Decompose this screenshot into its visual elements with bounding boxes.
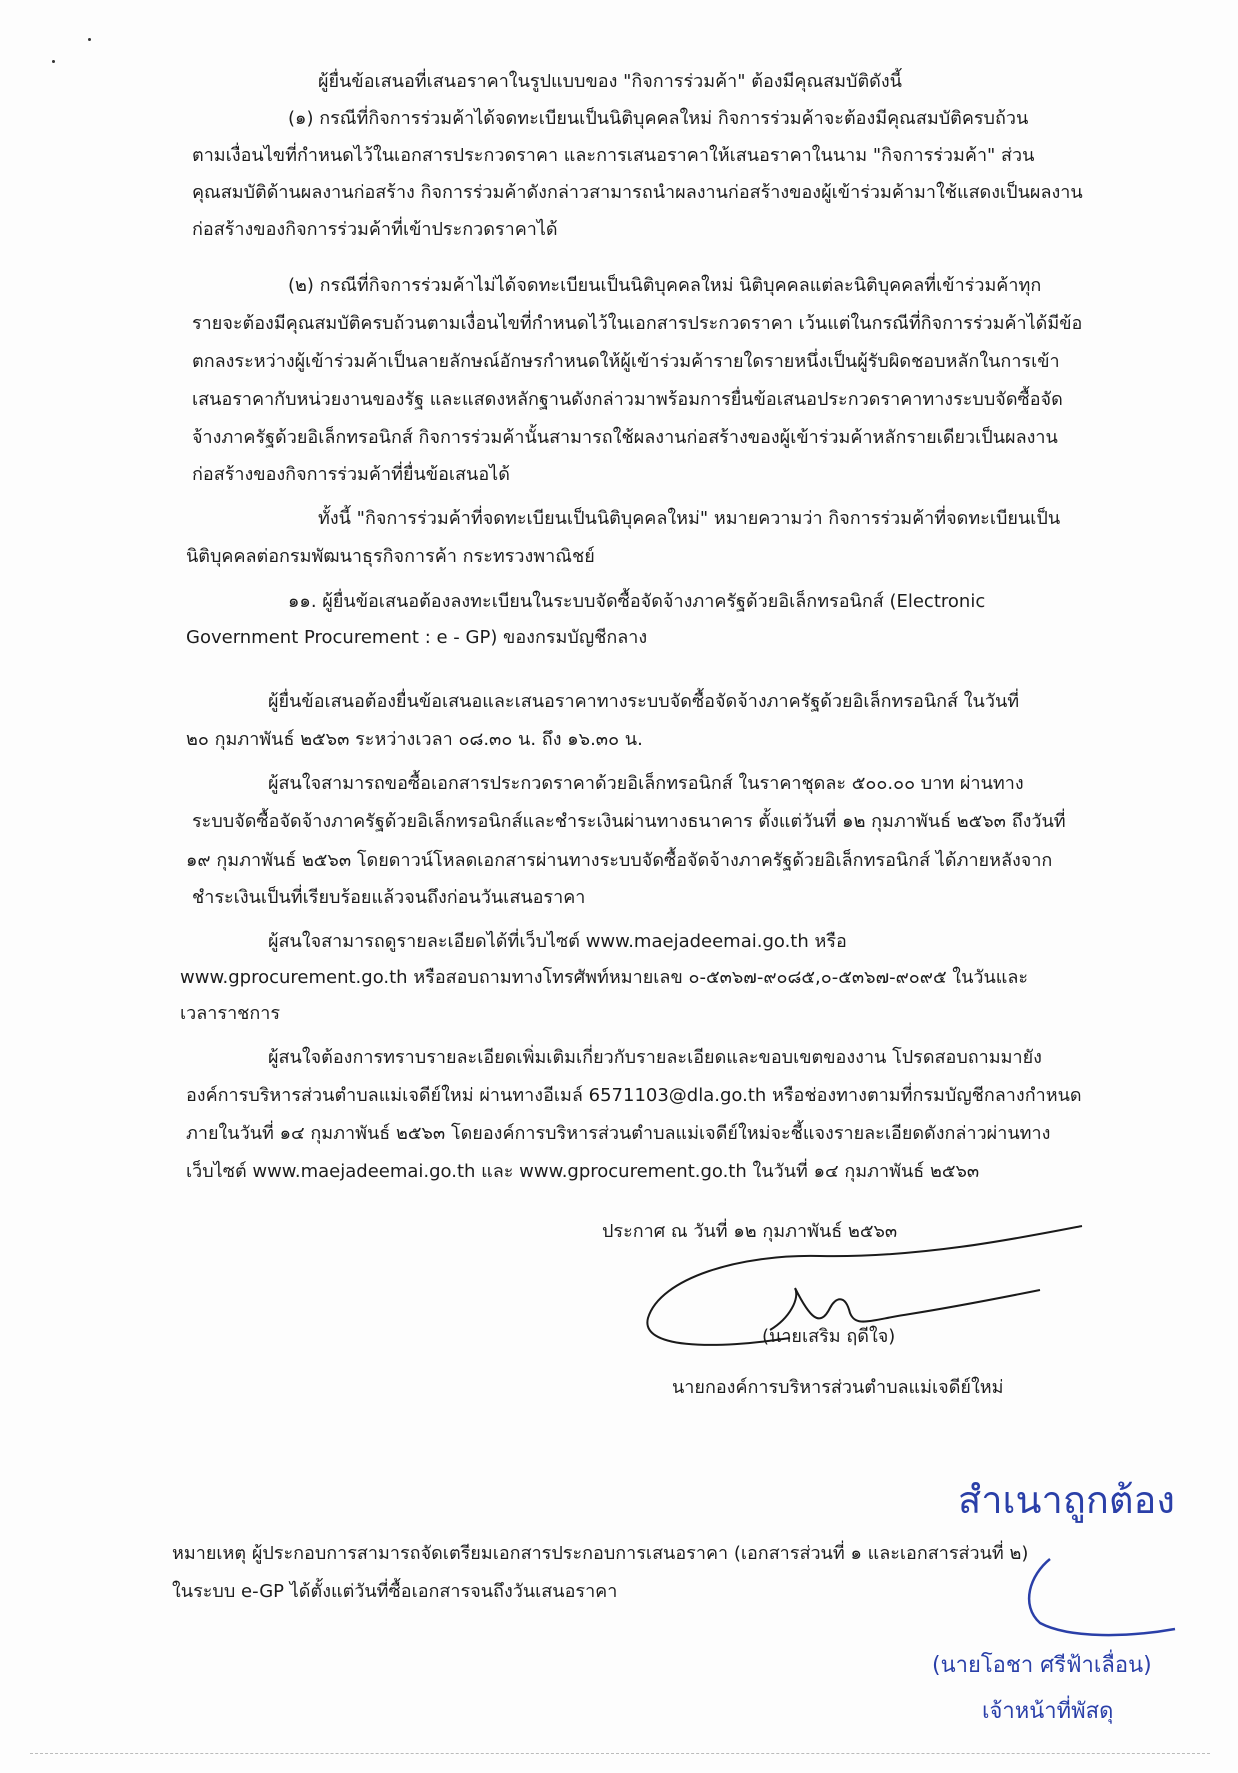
remark-note-cont: ในระบบ e-GP ได้ตั้งแต่วันที่ซื้อเอกสารจนถึงวันเสนอราคา (172, 1581, 618, 1602)
signatory-position: นายกองค์การบริหารส่วนตำบลแม่เจดีย์ใหม่ (672, 1377, 1004, 1398)
jv-case-2-cont: เสนอราคากับหน่วยงานของรัฐ และแสดงหลักฐานดังกล่าวมาพร้อมการยื่นข้อเสนอประกวดราคาทางระบบจัดซื้อจัด (192, 389, 1063, 410)
document-purchase-cont: ระบบจัดซื้อจัดจ้างภาครัฐด้วยอิเล็กทรอนิกส์และชำระเงินผ่านทางธนาคาร ตั้งแต่วันที่ ๑๒ กุมภาพันธ์ ๒๕๖๓ ถึงวันที่ (192, 811, 1066, 832)
jv-case-2-cont: ก่อสร้างของกิจการร่วมค้าที่ยื่นข้อเสนอได้ (192, 464, 510, 485)
jv-case-1: (๑) กรณีที่กิจการร่วมค้าได้จดทะเบียนเป็นนิติบุคคลใหม่ กิจการร่วมค้าจะต้องมีคุณสมบัติครบถ้วน (288, 108, 1029, 129)
jv-qualification-intro: ผู้ยื่นข้อเสนอที่เสนอราคาในรูปแบบของ "กิจการร่วมค้า" ต้องมีคุณสมบัติดังนี้ (318, 71, 902, 92)
inquiry-cont: เว็บไซต์ www.maejadeemai.go.th และ www.gprocurement.go.th ในวันที่ ๑๔ กุมภาพันธ์ ๒๕๖๓ (186, 1161, 980, 1182)
scan-speck (88, 38, 91, 41)
jv-case-2-cont: รายจะต้องมีคุณสมบัติครบถ้วนตามเงื่อนไขที่กำหนดไว้ในเอกสารประกวดราคา เว้นแต่ในกรณีที่กิจการร่วมค้าได้มีข้อ (192, 313, 1083, 334)
inquiry: ผู้สนใจต้องการทราบรายละเอียดเพิ่มเติมเกี่ยวกับรายละเอียดและขอบเขตของงาน โปรดสอบถามมายัง (268, 1047, 1042, 1068)
document-purchase: ผู้สนใจสามารถขอซื้อเอกสารประกวดราคาด้วยอิเล็กทรอนิกส์ ในราคาชุดละ ๕๐๐.๐๐ บาท ผ่านทาง (268, 773, 1024, 794)
inquiry-cont: องค์การบริหารส่วนตำบลแม่เจดีย์ใหม่ ผ่านทางอีเมล์ 6571103@dla.go.th หรือช่องทางตามที่กรมบัญชีกลางกำหนด (186, 1085, 1082, 1106)
certifier-name: (นายโอชา ศรีฟ้าเลื่อน) (932, 1653, 1152, 1678)
details-website-cont: เวลาราชการ (180, 1003, 281, 1024)
jv-case-2: (๒) กรณีที่กิจการร่วมค้าไม่ได้จดทะเบียนเป็นนิติบุคคลใหม่ นิติบุคคลแต่ละนิติบุคคลที่เข้าร่วมค้าทุก (288, 275, 1042, 296)
document-purchase-cont: ชำระเงินเป็นที่เรียบร้อยแล้วจนถึงก่อนวันเสนอราคา (192, 887, 586, 908)
jv-definition-cont: นิติบุคคลต่อกรมพัฒนาธุรกิจการค้า กระทรวงพาณิชย์ (186, 546, 595, 567)
signatory-name: (นายเสริม ฤดีใจ) (762, 1326, 896, 1347)
announcement-date: ประกาศ ณ วันที่ ๑๒ กุมภาพันธ์ ๒๕๖๓ (602, 1221, 898, 1242)
clause-11-cont: Government Procurement : e - GP) ของกรมบัญชีกลาง (186, 627, 648, 648)
inquiry-cont: ภายในวันที่ ๑๔ กุมภาพันธ์ ๒๕๖๓ โดยองค์การบริหารส่วนตำบลแม่เจดีย์ใหม่จะชี้แจงรายละเอียดดังกล่าวผ่านทาง (186, 1123, 1051, 1144)
page-bottom-rule (30, 1753, 1210, 1754)
details-website: ผู้สนใจสามารถดูรายละเอียดได้ที่เว็บไซต์ www.maejadeemai.go.th หรือ (268, 931, 847, 952)
bid-submission-cont: ๒๐ กุมภาพันธ์ ๒๕๖๓ ระหว่างเวลา ๐๘.๓๐ น. ถึง ๑๖.๓๐ น. (186, 729, 643, 750)
remark-note: หมายเหตุ ผู้ประกอบการสามารถจัดเตรียมเอกสารประกอบการเสนอราคา (เอกสารส่วนที่ ๑ และเอกสารส่วนที่ ๒) (172, 1543, 1029, 1564)
jv-case-1-cont: ก่อสร้างของกิจการร่วมค้าที่เข้าประกวดราคาได้ (192, 219, 558, 240)
scan-speck (52, 60, 55, 63)
certified-copy-stamp: สำเนาถูกต้อง (958, 1478, 1175, 1522)
certifier-signature (1010, 1555, 1180, 1645)
jv-case-2-cont: จ้างภาครัฐด้วยอิเล็กทรอนิกส์ กิจการร่วมค้านั้นสามารถใช้ผลงานก่อสร้างของผู้เข้าร่วมค้าหลักรายเดียวเป็นผลงาน (192, 427, 1058, 448)
details-website-cont: www.gprocurement.go.th หรือสอบถามทางโทรศัพท์หมายเลข ๐-๕๓๖๗-๙๐๘๕,๐-๕๓๖๗-๙๐๙๕ ในวันและ (180, 967, 1029, 988)
jv-definition: ทั้งนี้ "กิจการร่วมค้าที่จดทะเบียนเป็นนิติบุคคลใหม่" หมายความว่า กิจการร่วมค้าที่จดทะเบียนเป็น (318, 508, 1061, 529)
bid-submission: ผู้ยื่นข้อเสนอต้องยื่นข้อเสนอและเสนอราคาทางระบบจัดซื้อจัดจ้างภาครัฐด้วยอิเล็กทรอนิกส์ ในวันที่ (268, 691, 1020, 712)
clause-11: ๑๑. ผู้ยื่นข้อเสนอต้องลงทะเบียนในระบบจัดซื้อจัดจ้างภาครัฐด้วยอิเล็กทรอนิกส์ (Electronic (288, 591, 986, 612)
jv-case-1-cont: ตามเงื่อนไขที่กำหนดไว้ในเอกสารประกวดราคา และการเสนอราคาให้เสนอราคาในนาม "กิจการร่วมค้า" ส่วน (192, 145, 1035, 166)
jv-case-2-cont: ตกลงระหว่างผู้เข้าร่วมค้าเป็นลายลักษณ์อักษรกำหนดให้ผู้เข้าร่วมค้ารายใดรายหนึ่งเป็นผู้รับผิดชอบหลักในการเข้า (192, 351, 1060, 372)
document-purchase-cont: ๑๙ กุมภาพันธ์ ๒๕๖๓ โดยดาวน์โหลดเอกสารผ่านทางระบบจัดซื้อจัดจ้างภาครัฐด้วยอิเล็กทรอนิกส์ ได้ภายหลังจาก (186, 850, 1053, 871)
jv-case-1-cont: คุณสมบัติด้านผลงานก่อสร้าง กิจการร่วมค้าดังกล่าวสามารถนำผลงานก่อสร้างของผู้เข้าร่วมค้ามาใช้แสดงเป็นผลงาน (192, 182, 1083, 203)
certifier-position: เจ้าหน้าที่พัสดุ (982, 1699, 1114, 1724)
